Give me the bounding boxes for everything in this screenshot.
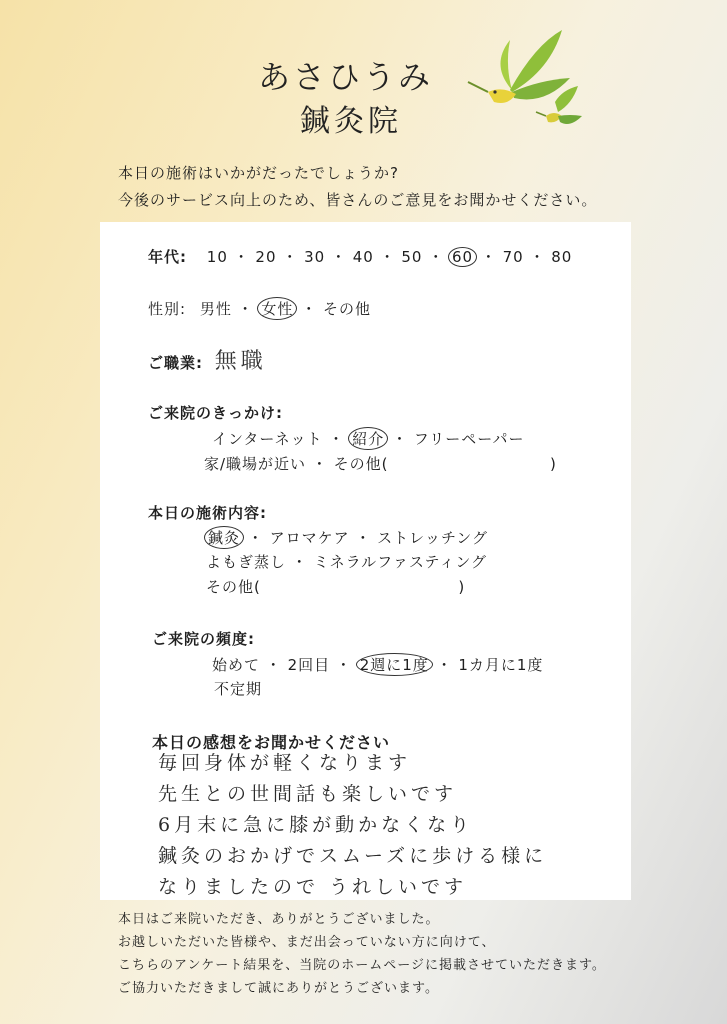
age-option-60[interactable]: 60: [448, 247, 477, 267]
age-option-80[interactable]: 80: [551, 248, 573, 266]
age-separator: ・: [523, 248, 552, 266]
treatment-label-row: [148, 502, 267, 523]
footer-line-1: 本日はご来院いただき、ありがとうございました。: [118, 912, 440, 927]
trigger-options-line-1: インターネット ・ 紹介 ・ フリーペーパー: [212, 428, 524, 449]
trigger-option-internet[interactable]: インターネット: [212, 430, 323, 448]
clinic-name-kanji: 鍼灸院: [300, 104, 402, 139]
age-option-70[interactable]: 70: [502, 248, 524, 266]
age-option-20[interactable]: 20: [255, 248, 277, 266]
impression-comment[interactable]: [158, 748, 547, 903]
treatment-options-line-3: [206, 576, 465, 597]
age-separator: ・: [276, 248, 305, 266]
treatment-label: 本日の施術内容:: [148, 504, 267, 522]
treatment-option-acupuncture[interactable]: 鍼灸: [204, 526, 244, 549]
impression-line: 6月末に急に膝が動かなくなり: [158, 814, 474, 836]
age-separator: ・: [373, 248, 402, 266]
trigger-options-line-2: 家/職場が近い ・ その他( ): [204, 455, 557, 473]
age-label: 年代:: [148, 248, 187, 266]
frequency-option-month[interactable]: 1カ月に1度: [458, 656, 544, 674]
frequency-option-2weeks[interactable]: 2週に1度: [356, 653, 433, 676]
trigger-option-near[interactable]: 家/職場が近い: [204, 455, 307, 473]
age-options: [207, 248, 573, 266]
treatment-option-stretch[interactable]: ストレッチング: [377, 529, 488, 547]
gender-row: 性別: 男性 ・ 女性 ・ その他: [148, 298, 371, 319]
age-option-50[interactable]: 50: [401, 248, 423, 266]
age-option-10[interactable]: 10: [206, 248, 228, 266]
treatment-option-other[interactable]: その他(: [206, 578, 261, 596]
treatment-other-close: ): [458, 578, 466, 596]
treatment-options-line-2: よもぎ蒸し ・ ミネラルファスティング: [206, 553, 488, 571]
trigger-label-row: [148, 402, 283, 423]
age-row: [148, 246, 572, 267]
age-option-40[interactable]: 40: [352, 248, 374, 266]
trigger-other-close: ): [550, 455, 557, 473]
occupation-label: ご職業:: [148, 354, 203, 372]
trigger-option-referral[interactable]: 紹介: [348, 427, 388, 450]
impression-label: 本日の感想をお聞かせください: [152, 733, 391, 752]
treatment-option-mineral[interactable]: ミネラルファスティング: [313, 553, 488, 571]
frequency-label: ご来院の頻度:: [152, 630, 255, 648]
intro-text: [118, 160, 597, 214]
occupation-answer[interactable]: 無職: [214, 349, 267, 374]
age-option-30[interactable]: 30: [304, 248, 326, 266]
treatment-option-yomogi[interactable]: よもぎ蒸し: [206, 553, 287, 571]
impression-line: 先生との世間話も楽しいです: [158, 783, 458, 805]
footer-line-3: こちらのアンケート結果を、当院のホームページに掲載させていただきます。: [118, 958, 606, 973]
frequency-options-line-1: 始めて ・ 2回目 ・ 2週に1度 ・ 1カ月に1度: [212, 654, 543, 675]
intro-line-2: 今後のサービス向上のため、皆さんのご意見をお聞かせください。: [118, 191, 598, 209]
frequency-options-line-2: [214, 678, 262, 699]
gender-option-other[interactable]: その他: [323, 300, 372, 318]
treatment-options-line-1: 鍼灸 ・ アロマケア ・ ストレッチング: [206, 527, 488, 548]
impression-line: 毎回身体が軽くなります: [158, 752, 412, 774]
age-separator: ・: [422, 248, 450, 266]
trigger-option-freepaper[interactable]: フリーペーパー: [413, 430, 525, 448]
frequency-label-row: [152, 628, 255, 649]
age-separator: ・: [475, 248, 503, 266]
footer-line-4: ご協力いただきまして誠にありがとうございます。: [118, 981, 439, 996]
frequency-option-irregular[interactable]: 不定期: [214, 680, 263, 698]
frequency-option-first[interactable]: 始めて: [212, 656, 261, 674]
age-separator: ・: [227, 248, 256, 266]
treatment-option-aroma[interactable]: アロマケア: [269, 529, 350, 547]
clinic-name-kana: あさひうみ: [258, 58, 434, 96]
intro-line-1: 本日の施術はいかがだったでしょうか?: [118, 164, 399, 182]
hummingbird-icon: [450, 20, 590, 150]
frequency-option-second[interactable]: 2回目: [287, 656, 331, 674]
occupation-row: [148, 344, 267, 375]
gender-option-male[interactable]: 男性: [199, 300, 232, 318]
impression-line: 鍼灸のおかげでスムーズに歩ける様に: [158, 845, 548, 867]
trigger-label: ご来院のきっかけ:: [148, 404, 283, 422]
footer-text: [118, 908, 606, 1000]
impression-line: なりましたので うれしいです: [158, 876, 468, 898]
footer-line-2: お越しいただいた皆様や、まだ出会っていない方に向けて、: [118, 935, 496, 950]
age-separator: ・: [325, 248, 353, 266]
gender-option-female[interactable]: 女性: [257, 297, 297, 320]
gender-label: 性別:: [148, 300, 187, 318]
trigger-option-other[interactable]: その他(: [333, 455, 389, 473]
